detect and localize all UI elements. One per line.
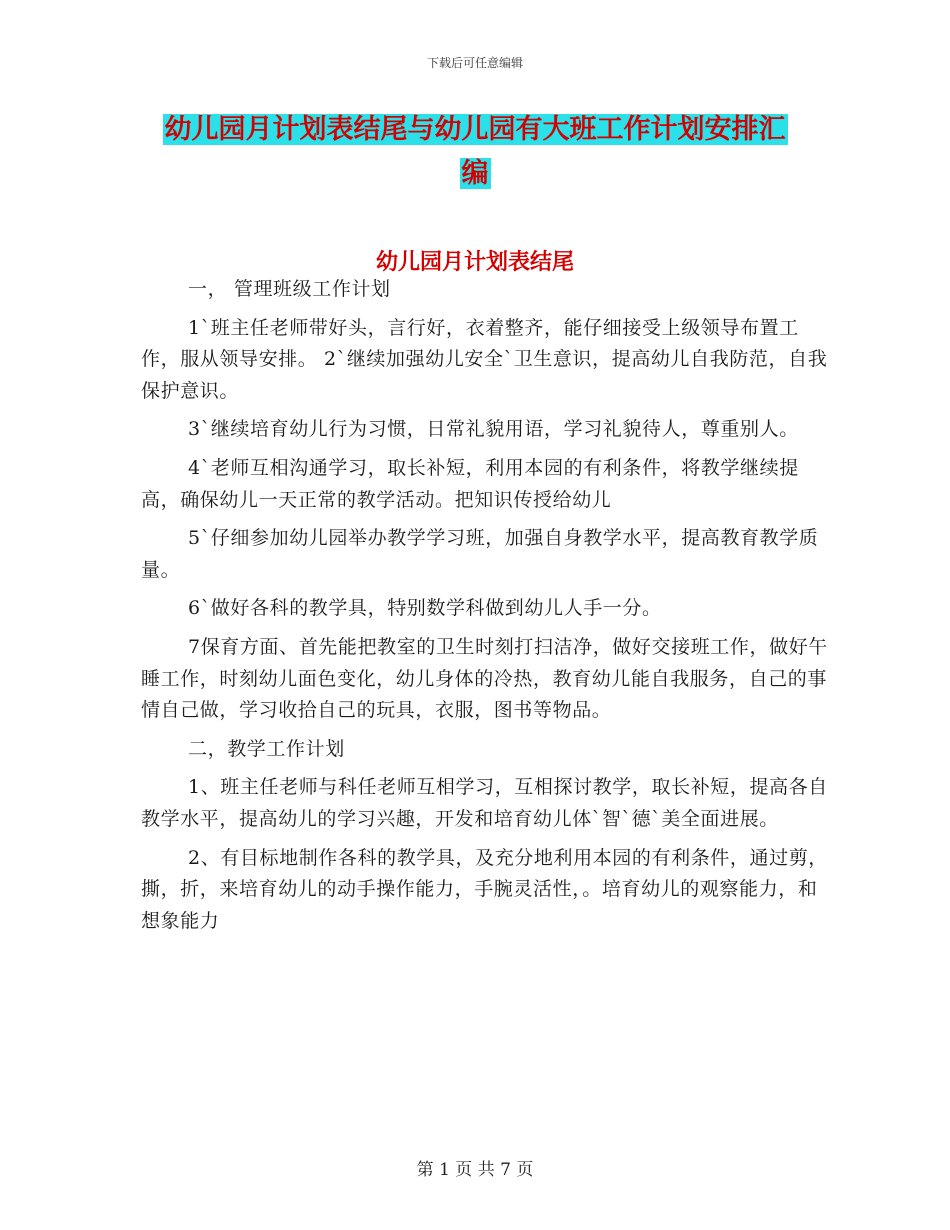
header-note: 下载后可任意编辑 xyxy=(426,56,523,70)
paragraph: 4`老师互相沟通学习，取长补短，利用本园的有利条件，将教学继续提高，确保幼儿一天正常的教学活动。把知识传授给幼儿 xyxy=(141,456,799,511)
paragraph: 1、班主任老师与科任老师互相学习，互相探讨教学，取长补短，提高各自教学水平，提高幼儿的学习兴趣，开发和培育幼儿体`智`德`美全面进展。 xyxy=(141,776,828,830)
document-title-line-2 xyxy=(0,152,950,196)
paragraph: 6`做好各科的教学具，特别数学科做到幼儿人手一分。 xyxy=(188,597,662,620)
heading-teaching-plan: 二，教学工作计划 xyxy=(188,737,345,760)
document-title-line-1 xyxy=(0,108,950,152)
paragraph: 5`仔细参加幼儿园举办教学学习班，加强自身教学水平，提高教育教学质量。 xyxy=(141,527,819,581)
title-highlight: 幼儿园月计划表结尾与幼儿园有大班工作计划安排汇 xyxy=(164,114,786,145)
body-text xyxy=(141,274,831,944)
title-highlight: 编 xyxy=(461,158,489,189)
paragraph: 2、有目标地制作各科的教学具，及充分地利用本园的有利条件，通过剪，撕，折，来培育幼儿的动手操作能力，手腕灵活性，。培育幼儿的观察能力，和想象能力 xyxy=(141,846,828,932)
page-footer: 第 1 页 共 7 页 xyxy=(416,1160,534,1180)
heading-management-plan: 一， 管理班级工作计划 xyxy=(188,278,391,300)
paragraph: 1`班主任老师带好头，言行好，衣着整齐，能仔细接受上级领导布置工作，服从领导安排。 2`继续加强幼儿安全`卫生意识，提高幼儿自我防范，自我保护意识。 xyxy=(141,316,828,402)
section-title: 幼儿园月计划表结尾 xyxy=(375,249,574,275)
paragraph: 3`继续培育幼儿行为习惯，日常礼貌用语，学习礼貌待人，尊重别人。 xyxy=(188,418,799,441)
paragraph: 7保育方面、首先能把教室的卫生时刻打扫洁净，做好交接班工作，做好午睡工作，时刻幼儿面色变化，幼儿身体的冷热，教育幼儿能自我服务，自己的事情自己做，学习收拾自己的玩具，衣服，图书等物品。 xyxy=(141,635,828,722)
